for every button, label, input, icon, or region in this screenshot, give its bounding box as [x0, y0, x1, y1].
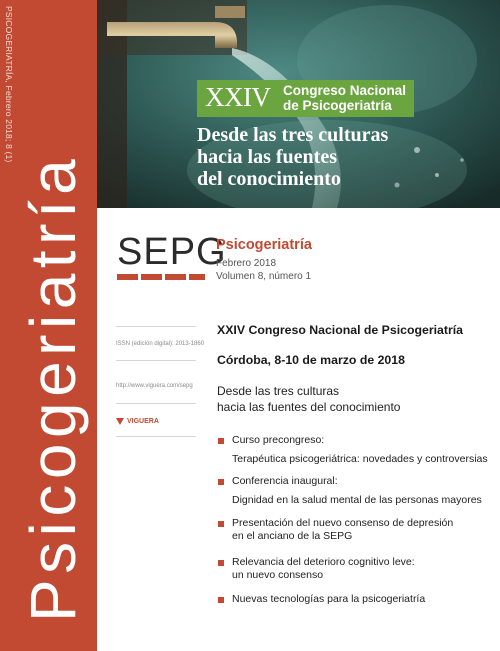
sepg-logo: [117, 232, 227, 280]
bullet-icon: [218, 438, 224, 444]
list-item-2-line-2: Dignidad en la salud mental de las personas mayores: [232, 494, 482, 506]
list-item-4-line-2: un nuevo consenso: [232, 569, 324, 581]
slogan-line-1: Desde las tres culturas: [197, 124, 389, 146]
cover-spine: [0, 0, 97, 651]
issue-volume: Volumen 8, número 1: [216, 271, 312, 282]
congress-title: XXIV Congreso Nacional de Psicogeriatría: [217, 323, 464, 337]
website-link[interactable]: http://www.viguera.com/sepg: [116, 383, 193, 389]
logo-bar-segment: [141, 274, 162, 280]
sepg-logo-bars: [117, 274, 227, 280]
list-item-4-line-1: Relevancia del deterioro cognitivo leve:: [232, 556, 415, 568]
spine-title: [18, 22, 88, 632]
motto-line-1: Desde las tres culturas: [217, 384, 340, 398]
publisher-mark-icon: [116, 418, 124, 425]
sepg-logo-text: SEPG: [117, 231, 227, 273]
list-item-2-line-1: Conferencia inaugural:: [232, 475, 338, 487]
divider: [116, 403, 196, 404]
hero-photo: [97, 0, 500, 208]
congress-banner-text: [283, 83, 413, 113]
divider: [116, 436, 196, 437]
publisher-name: VIGUERA: [127, 418, 159, 425]
slogan-line-3: del conocimiento: [197, 168, 341, 190]
spine-citation: [2, 6, 16, 326]
motto-line-2: hacia las fuentes del conocimiento: [217, 400, 401, 414]
bullet-icon: [218, 521, 224, 527]
issue-date: Febrero 2018: [216, 258, 277, 269]
congress-place-date: Córdoba, 8-10 de marzo de 2018: [217, 353, 405, 367]
issn-text: ISSN (edición digital): 2013-1860: [116, 341, 205, 347]
journal-title: Psicogeriatría: [216, 237, 312, 253]
spine-citation-text: PSICOGERIATRÍA, Febrero 2018; 8 (1): [4, 6, 14, 163]
spine-title-text: Psicogeriatría: [17, 153, 89, 622]
banner-line-1: Congreso Nacional: [283, 83, 407, 98]
bullet-icon: [218, 597, 224, 603]
list-item-5-line-1: Nuevas tecnologías para la psicogeriatría: [232, 593, 426, 605]
publisher-logo: [116, 418, 159, 425]
bullet-icon: [218, 560, 224, 566]
congress-number: XXIV: [205, 82, 271, 112]
divider: [116, 360, 196, 361]
divider: [116, 326, 196, 327]
banner-line-2: de Psicogeriatría: [283, 98, 392, 113]
list-item-3-line-2: en el anciano de la SEPG: [232, 530, 353, 542]
congress-slogan: [197, 124, 487, 190]
logo-bar-segment: [165, 274, 186, 280]
logo-bar-segment: [117, 274, 138, 280]
logo-bar-segment: [189, 274, 205, 280]
bullet-icon: [218, 479, 224, 485]
congress-banner: [197, 80, 414, 117]
slogan-line-2: hacia las fuentes: [197, 146, 337, 168]
list-item-3-line-1: Presentación del nuevo consenso de depresión: [232, 517, 454, 529]
list-item-1-line-2: Terapéutica psicogeriátrica: novedades y controversias: [232, 453, 488, 465]
list-item-1-line-1: Curso precongreso:: [232, 434, 325, 446]
